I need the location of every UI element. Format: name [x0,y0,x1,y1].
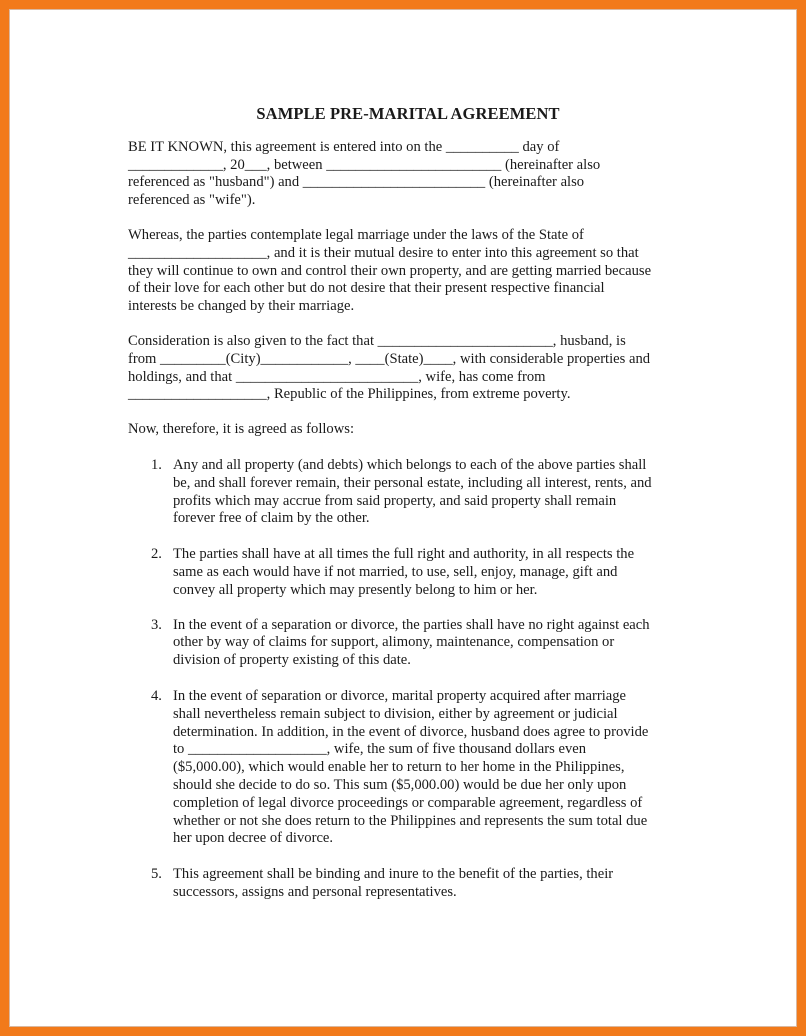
paragraph-line: of their love for each other but do not desire that their present respective financial [128,280,605,297]
list-item-line: In the event of a separation or divorce, the parties shall have no right against each [173,616,650,633]
agreement-list [128,457,688,902]
list-item-number: 4. [151,687,162,704]
list-item-line: In the event of separation or divorce, marital property acquired after marriage [173,687,627,704]
list-item-line: completion of legal divorce proceedings or comparable agreement, regardless of [173,794,643,811]
list-item-number: 3. [151,616,162,633]
paragraph-whereas [128,227,688,316]
list-item-line: The parties shall have at all times the full right and authority, in all respects the [173,546,635,563]
list-item [128,546,688,599]
list-item-line: same as each would have if not married, to use, sell, enjoy, manage, gift and [173,563,618,580]
paragraph-be-it-known [128,139,688,210]
paragraph-line: referenced as "wife"). [128,192,256,209]
list-item-line: This agreement shall be binding and inure to the benefit of the parties, their [173,866,614,883]
list-item-number: 1. [151,456,162,473]
list-item-line: to ___________________, wife, the sum of five thousand dollars even [173,741,587,758]
list-item-line: forever free of claim by the other. [173,510,370,527]
paragraph-line: _____________, 20___, between ________________________ (hereinafter also [128,156,601,173]
list-item-line: Any and all property (and debts) which belongs to each of the above parties shall [173,456,647,473]
list-item-line: should she decide to do so. This sum ($5,000.00) would be due her only upon [173,776,627,793]
list-item-line: convey all property which may presently belong to him or her. [173,581,538,598]
list-item-line: division of property existing of this date. [173,652,411,669]
paragraph-line: Whereas, the parties contemplate legal marriage under the laws of the State of [128,226,584,243]
paragraph-line: Consideration is also given to the fact that ________________________, husband, is [128,332,626,349]
document-title: SAMPLE PRE-MARITAL AGREEMENT [256,104,560,123]
paragraph-line: interests be changed by their marriage. [128,298,355,315]
list-item-line: profits which may accrue from said property, and said property shall remain [173,492,617,509]
list-item-number: 5. [151,866,162,883]
list-item-line: whether or not she does return to the Philippines and represents the sum total due [173,812,648,829]
lead-in-text: Now, therefore, it is agreed as follows: [128,421,354,438]
list-item-line: determination. In addition, in the event of divorce, husband does agree to provide [173,723,649,740]
list-item [128,617,688,670]
list-item-line: shall nevertheless remain subject to division, either by agreement or judicial [173,705,618,722]
paragraph-line: they will continue to own and control their own property, and are getting married because [128,262,652,279]
list-item-line: be, and shall forever remain, their personal estate, including all interest, rents, and [173,474,652,491]
paragraph-line: BE IT KNOWN, this agreement is entered into on the __________ day of [128,138,560,155]
paragraph-line: ___________________, Republic of the Philippines, from extreme poverty. [128,386,571,403]
paragraph-line: holdings, and that _________________________, wife, has come from [128,368,546,385]
paragraph-line: ___________________, and it is their mutual desire to enter into this agreement so that [128,244,639,261]
paragraph-line: referenced as "husband") and _________________________ (hereinafter also [128,174,585,191]
list-item [128,457,688,528]
list-item [128,688,688,848]
list-item-number: 2. [151,546,162,563]
list-item-line: her upon decree of divorce. [173,830,334,847]
paragraph-line: from _________(City)____________, ____(State)____, with considerable properties and [128,350,651,367]
paragraph-consideration [128,333,688,404]
list-item-line: successors, assigns and personal representatives. [173,883,457,900]
list-item-line: ($5,000.00), which would enable her to return to her home in the Philippines, [173,759,625,776]
list-item-line: other by way of claims for support, alimony, maintenance, compensation or [173,634,615,651]
document-body [128,100,688,919]
list-item [128,866,688,902]
